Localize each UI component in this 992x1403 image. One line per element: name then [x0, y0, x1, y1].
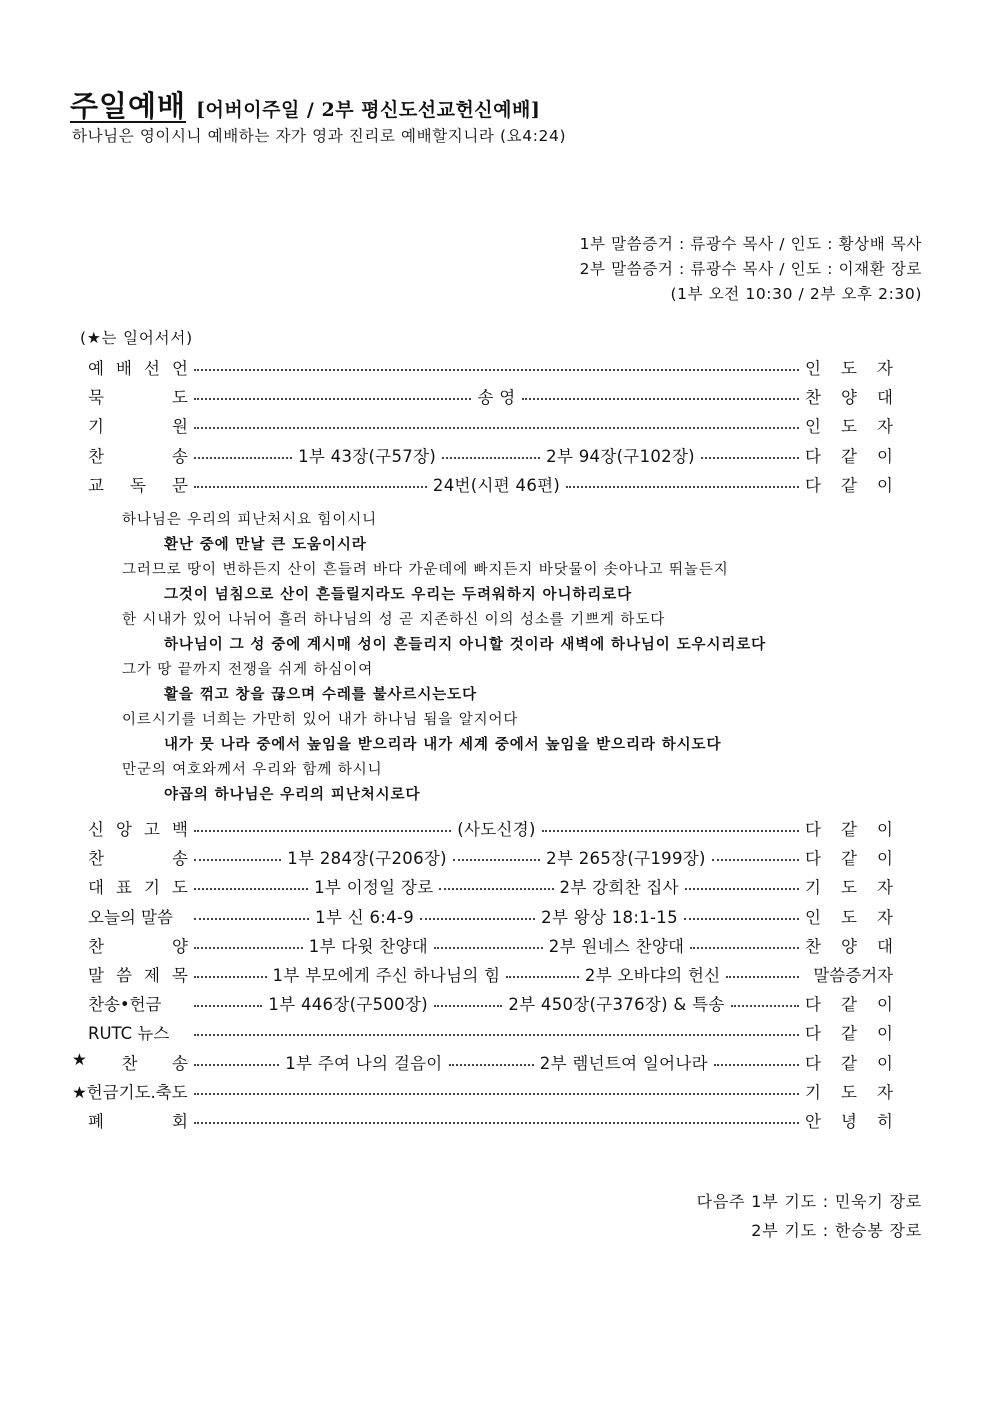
order-label — [72, 1079, 188, 1103]
preacher-line-2: 2부 말씀증거 : 류광수 목사 / 인도 : 이재환 장로 — [579, 260, 922, 278]
dot-leader — [442, 457, 540, 459]
dot-leader — [566, 486, 799, 488]
order-leader-char: 이 — [877, 475, 893, 495]
order-label-char: 송 — [172, 446, 188, 466]
order-leader — [805, 845, 893, 869]
standing-note: (★는 일어서서) — [80, 329, 193, 347]
order-label-char: 목 — [172, 966, 188, 985]
next-week-prayer-2: 2부 기도 : 한승봉 장로 — [751, 1221, 922, 1240]
order-label-char: 문 — [172, 475, 188, 495]
order-detail: 1부 43장(구57장) — [298, 446, 437, 466]
order-label — [88, 874, 188, 898]
order-leader-char: 인 — [805, 417, 821, 437]
reading-congregation-line: 활을 꺾고 창을 끊으며 수레를 불사르시는도다 — [164, 687, 477, 703]
order-label-char: 선 — [144, 359, 160, 378]
reading-congregation-line: 하나님이 그 성 중에 계시매 성이 흔들리지 아니할 것이라 새벽에 하나님이 도우시리로다 — [164, 637, 767, 653]
page-title: 주일예배 — [70, 89, 187, 123]
order-leader-char: 자 — [877, 907, 893, 927]
order-leader — [805, 1020, 893, 1044]
reading-congregation-line: 그것이 넘침으로 산이 흔들릴지라도 우리는 두려워하지 아니하리로다 — [164, 587, 632, 603]
order-label-char: 표 — [116, 878, 132, 898]
dot-leader — [420, 918, 535, 920]
order-label-char: 언 — [172, 359, 188, 378]
order-row — [88, 355, 893, 379]
dot-leader — [194, 830, 451, 832]
order-detail: 2부 오바댜의 헌신 — [584, 966, 721, 985]
order-leader-char: 다 — [805, 849, 821, 869]
order-label — [88, 962, 188, 986]
reading-leader-line: 한 시내가 있어 나뉘어 흘러 하나님의 성 곧 지존하신 이의 성소를 기쁘게 하도다 — [122, 612, 666, 628]
dot-leader — [685, 888, 799, 890]
order-leader — [805, 962, 893, 986]
order-leader-char: 찬 — [805, 936, 821, 956]
dot-leader — [434, 1005, 502, 1007]
dot-leader — [731, 1005, 799, 1007]
order-row — [88, 933, 893, 957]
order-label — [88, 1020, 188, 1044]
dot-leader — [194, 1093, 799, 1095]
order-label — [88, 816, 188, 840]
dot-leader — [439, 888, 553, 890]
order-label — [88, 413, 188, 437]
dot-leader — [684, 918, 799, 920]
order-row — [88, 874, 893, 898]
dot-leader — [194, 1005, 262, 1007]
order-leader-char: 인 — [805, 907, 821, 927]
order-label-char: 고 — [144, 820, 160, 839]
reading-leader-line: 그러므로 땅이 변하든지 산이 흔들려 바다 가운데에 빠지든지 바닷물이 솟아나고 뛰놀든지 — [122, 562, 729, 578]
order-leader-char: 같 — [841, 849, 857, 869]
dot-leader — [522, 398, 799, 400]
order-label-char: 도 — [172, 878, 188, 898]
order-leader-char: 같 — [841, 995, 857, 1015]
dot-leader — [194, 427, 799, 429]
order-leader — [805, 413, 893, 437]
order-label — [88, 991, 188, 1015]
dot-leader — [690, 947, 799, 949]
order-leader-char: 같 — [841, 820, 857, 839]
order-row — [72, 1050, 893, 1074]
order-detail: 1부 부모에게 주신 하나님의 힘 — [272, 966, 501, 985]
reading-congregation-line: 야곱의 하나님은 우리의 피난처시로다 — [164, 787, 421, 803]
dot-leader — [726, 976, 799, 978]
order-leader-char: 다 — [805, 1053, 821, 1073]
order-label — [88, 472, 188, 496]
order-leader-char: 같 — [841, 1053, 857, 1073]
order-leader-char: 자 — [877, 1082, 893, 1102]
order-leader-char: 양 — [841, 936, 857, 956]
order-leader-char: 다 — [805, 446, 821, 466]
dot-leader — [194, 398, 471, 400]
order-label-char: 찬 — [88, 849, 104, 869]
order-row — [88, 1020, 893, 1044]
order-detail: 2부 강희찬 집사 — [559, 878, 679, 898]
order-leader-char: 이 — [877, 1024, 893, 1044]
order-label-char: 폐 — [88, 1112, 104, 1131]
order-detail: 1부 주여 나의 걸음이 — [285, 1053, 443, 1073]
order-leader — [805, 874, 893, 898]
order-detail: 1부 이정일 장로 — [314, 878, 434, 898]
order-label-char: 신 — [88, 820, 104, 839]
order-leader-char: 대 — [877, 936, 893, 956]
order-label-char: 묵 — [88, 388, 104, 408]
order-label-char: 말 — [88, 966, 104, 985]
order-leader-text: 말씀증거자 — [813, 966, 894, 985]
dot-leader — [194, 486, 427, 488]
order-leader-char: 히 — [877, 1112, 893, 1131]
next-week-prayer-1: 다음주 1부 기도 : 민욱기 장로 — [696, 1192, 922, 1211]
order-detail: 1부 신 6:4-9 — [315, 907, 415, 927]
order-leader-char: 같 — [841, 475, 857, 495]
order-leader-char: 도 — [841, 417, 857, 437]
order-detail: 2부 94장(구102장) — [546, 446, 695, 466]
order-leader-char: 이 — [877, 820, 893, 839]
order-leader-char: 도 — [841, 359, 857, 378]
dot-leader — [714, 1064, 799, 1066]
order-label-char: 백 — [172, 820, 188, 839]
order-label — [72, 1050, 188, 1074]
order-leader-char: 이 — [877, 849, 893, 869]
order-label-char: 원 — [172, 417, 188, 437]
order-label-char: ★ — [72, 1049, 87, 1069]
order-label — [88, 384, 188, 408]
order-label-char: 회 — [172, 1112, 188, 1131]
order-row — [88, 413, 893, 437]
reading-leader-line: 그가 땅 끝까지 전쟁을 쉬게 하심이여 — [122, 662, 374, 678]
reading-congregation-line: 내가 뭇 나라 중에서 높임을 받으리라 내가 세계 중에서 높임을 받으리라 하시도다 — [164, 737, 722, 753]
order-label — [88, 443, 188, 467]
order-row — [88, 962, 893, 986]
order-leader-char: 자 — [877, 417, 893, 437]
order-label-char: 배 — [116, 359, 132, 378]
order-row — [88, 904, 893, 928]
order-label — [88, 355, 188, 379]
order-label-char: 찬 — [88, 936, 104, 956]
order-leader-char: 이 — [877, 995, 893, 1015]
order-leader-char: 다 — [805, 1024, 821, 1044]
order-leader-char: 도 — [841, 878, 857, 898]
reading-leader-line: 이르시기를 너희는 가만히 있어 내가 하나님 됨을 알지어다 — [122, 712, 519, 728]
scripture-verse: 하나님은 영이시니 예배하는 자가 영과 진리로 예배할지니라 (요4:24) — [72, 127, 567, 145]
dot-leader — [194, 859, 281, 861]
order-leader — [805, 816, 893, 840]
dot-leader — [194, 1034, 799, 1036]
order-leader — [805, 991, 893, 1015]
order-row — [88, 816, 893, 840]
title-block — [70, 84, 540, 125]
order-leader-char: 도 — [841, 907, 857, 927]
order-label-char: 앙 — [116, 820, 132, 839]
order-leader-char: 이 — [877, 446, 893, 466]
order-label — [88, 845, 188, 869]
order-label-char: 기 — [144, 878, 160, 898]
dot-leader — [701, 457, 799, 459]
order-label-char: 대 — [88, 878, 104, 898]
order-leader — [805, 933, 893, 957]
order-leader-char: 인 — [805, 359, 821, 378]
page-subtitle: [어버이주일 / 2부 평신도선교헌신예배] — [196, 99, 541, 121]
dot-leader — [449, 1064, 534, 1066]
order-label-char: 찬 — [88, 446, 104, 466]
order-detail: 송 영 — [477, 388, 516, 408]
order-leader-char: 같 — [841, 1024, 857, 1044]
order-row — [88, 384, 893, 408]
order-detail: 2부 450장(구376장) & 특송 — [508, 995, 725, 1015]
order-label — [88, 933, 188, 957]
dot-leader — [194, 369, 799, 371]
order-detail: 2부 왕상 18:1-15 — [541, 907, 678, 927]
order-row — [88, 443, 893, 467]
dot-leader — [434, 947, 543, 949]
dot-leader — [194, 888, 308, 890]
dot-leader — [453, 859, 540, 861]
order-leader-char: 기 — [805, 1082, 821, 1102]
preacher-line-1: 1부 말씀증거 : 류광수 목사 / 인도 : 황상배 목사 — [579, 235, 922, 253]
order-leader-char: 도 — [841, 1082, 857, 1102]
order-label-char: 씀 — [116, 966, 132, 985]
order-leader — [805, 472, 893, 496]
order-leader-char: 이 — [877, 1053, 893, 1073]
order-detail: 1부 다윗 찬양대 — [308, 936, 429, 956]
dot-leader — [194, 457, 292, 459]
reading-congregation-line: 환난 중에 만날 큰 도움이시라 — [164, 537, 367, 553]
order-leader-char: 다 — [804, 995, 821, 1015]
order-label-char: 예 — [88, 359, 104, 378]
order-label-text: 찬송•헌금 — [88, 995, 162, 1015]
dot-leader — [712, 859, 799, 861]
order-label-char: 찬 — [121, 1053, 138, 1073]
order-leader-char: 같 — [841, 446, 857, 466]
order-leader-char: 녕 — [841, 1112, 857, 1131]
order-detail: 2부 원네스 찬양대 — [548, 936, 685, 956]
order-detail: 24번(시편 46편) — [432, 475, 561, 495]
order-label-char: 양 — [172, 936, 188, 956]
order-row — [72, 1079, 893, 1103]
order-leader — [805, 904, 893, 928]
order-row — [88, 472, 893, 496]
dot-leader — [194, 918, 309, 920]
order-detail: 1부 446장(구500장) — [268, 995, 428, 1015]
order-detail: 2부 265장(구199장) — [546, 849, 706, 869]
order-label-text: ★헌금기도.축도 — [72, 1082, 188, 1102]
order-leader-char: 양 — [841, 388, 857, 408]
order-row — [88, 1108, 893, 1132]
order-label — [88, 1108, 188, 1132]
order-leader-char: 기 — [804, 878, 821, 898]
order-detail: 1부 284장(구206장) — [287, 849, 447, 869]
order-label-char: 송 — [172, 1053, 188, 1073]
order-leader — [805, 443, 893, 467]
order-leader — [805, 1079, 893, 1103]
reading-leader-line: 만군의 여호와께서 우리와 함께 하시니 — [122, 762, 383, 778]
order-leader-char: 찬 — [805, 388, 821, 408]
order-leader — [805, 1108, 893, 1132]
order-label-char: 도 — [172, 388, 188, 408]
dot-leader — [194, 1122, 799, 1124]
order-row — [88, 845, 893, 869]
order-label-char: 교 — [88, 475, 104, 495]
service-times: (1부 오전 10:30 / 2부 오후 2:30) — [670, 285, 922, 303]
order-label-char: 기 — [88, 417, 104, 437]
dot-leader — [194, 1064, 279, 1066]
order-leader — [805, 355, 893, 379]
order-leader-char: 자 — [877, 878, 893, 898]
order-label-char: 독 — [130, 475, 146, 495]
dot-leader — [542, 830, 799, 832]
order-leader-char: 안 — [805, 1112, 821, 1131]
order-label — [88, 904, 188, 928]
dot-leader — [194, 976, 267, 978]
order-label-char: 제 — [144, 966, 160, 985]
reading-leader-line: 하나님은 우리의 피난처시요 힘이시니 — [122, 512, 378, 528]
order-leader-char: 자 — [877, 359, 893, 378]
order-row — [88, 991, 893, 1015]
dot-leader — [194, 947, 303, 949]
order-leader-char: 다 — [805, 475, 821, 495]
order-detail: (사도신경) — [457, 820, 536, 839]
order-leader-char: 다 — [805, 820, 821, 839]
order-leader-char: 대 — [877, 388, 893, 408]
dot-leader — [506, 976, 579, 978]
order-label-text: 오늘의 말씀 — [88, 907, 173, 927]
order-leader — [805, 1050, 893, 1074]
order-detail: 2부 렘넌트여 일어나라 — [539, 1053, 708, 1073]
order-label-text: RUTC 뉴스 — [88, 1024, 170, 1044]
order-leader — [805, 384, 893, 408]
order-label-char: 송 — [172, 849, 188, 869]
